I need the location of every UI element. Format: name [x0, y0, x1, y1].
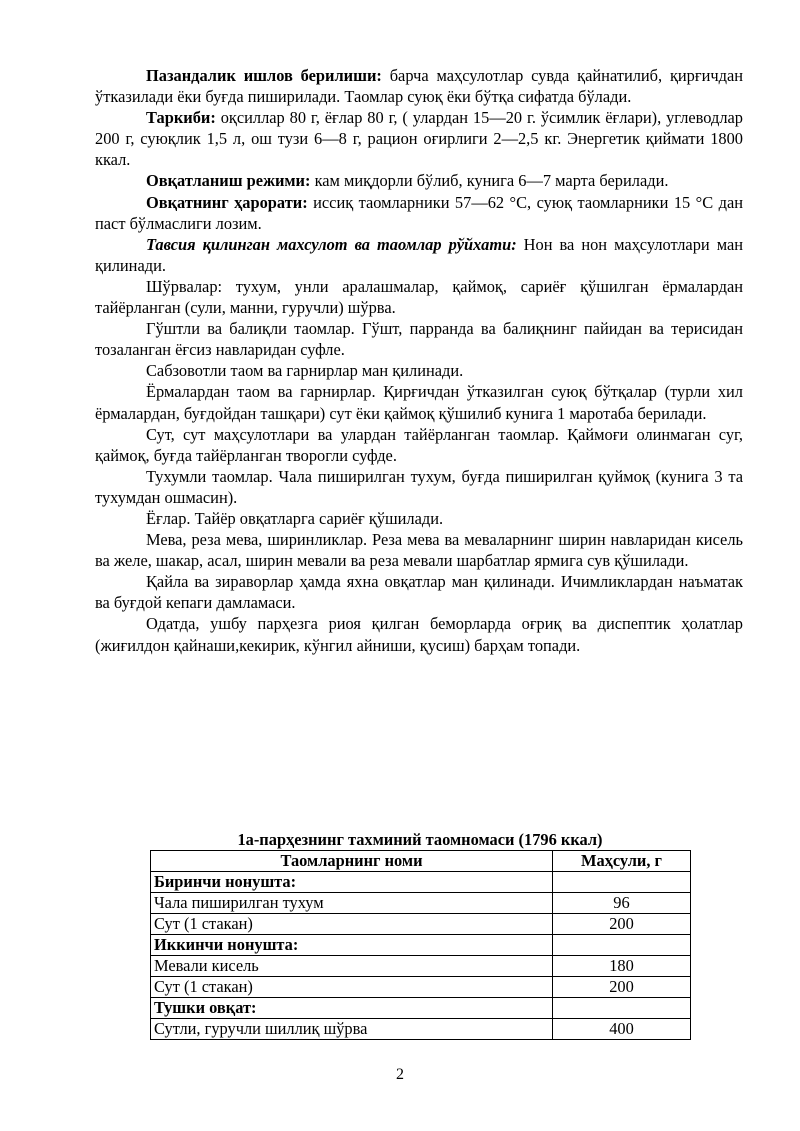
paragraph-text: Сут, сут маҳсулотлари ва улардан тайёрланган таомлар. Қаймоғи олинмаган суг, қаймоқ, буғда тайёрланган творогли суфде. [95, 424, 743, 465]
table-group-row [151, 872, 691, 893]
dish-name-cell: Сутли, гуручли шиллиқ шўрва [151, 1019, 553, 1040]
paragraph [95, 529, 743, 571]
amount-cell: 180 [553, 956, 691, 977]
paragraph [95, 424, 743, 466]
paragraph-text: Тухумли таомлар. Чала пиширилган тухум, буғда пиширилган қуймоқ (кунига 3 та тухумдан ошмасин). [95, 466, 743, 507]
paragraph [95, 318, 743, 360]
paragraph [95, 381, 743, 423]
paragraph-text: Сабзовотли таом ва гарнирлар ман қилинади. [146, 361, 464, 381]
paragraph-lead: Пазандалик ишлов берилиши: [146, 66, 382, 85]
paragraph-text: барча маҳсулотлар сувда қайнатилиб, қирғичдан ўтказилади ёки буғда пиширилади. Таомлар суюқ ёки бўтқа сифатда бўлади. [95, 66, 743, 107]
menu-table [150, 850, 691, 1040]
amount-cell: 200 [553, 977, 691, 998]
table-row [151, 977, 691, 998]
paragraph-lead: Таркиби: [146, 108, 216, 128]
paragraph-text: Гўштли ва балиқли таомлар. Гўшт, парранда ва балиқнинг пайидан ва терисидан тозаланган ёғсиз навларидан суфле. [95, 319, 743, 360]
paragraph [95, 508, 743, 529]
page-number: 2 [396, 1066, 404, 1083]
paragraph-text: Ёғлар. Тайёр овқатларга сариёғ қўшилади. [146, 508, 444, 528]
amount-cell [553, 935, 691, 956]
dish-name-cell: Иккинчи нонушта: [151, 935, 553, 956]
paragraph-text: Шўрвалар: тухум, унли аралашмалар, қаймоқ, сариёғ қўшилган ёрмалардан тайёрланган (сули, манни, гуручли) шўрва. [95, 276, 743, 318]
dish-name-cell: Биринчи нонушта: [151, 872, 553, 893]
paragraph [95, 170, 743, 191]
paragraph-text: Одатда, ушбу парҳезга риоя қилган беморларда оғриқ ва диспептик ҳолатлар (жиғилдон қайнаши,кекирик, кўнгил айниши, қусиш) барҳам топади. [95, 614, 743, 655]
amount-cell: 200 [553, 914, 691, 935]
table-row [151, 1019, 691, 1040]
table-row [151, 893, 691, 914]
paragraph [95, 192, 743, 234]
body-text [95, 65, 743, 656]
dish-name-cell: Мевали кисель [151, 956, 553, 977]
paragraph-text: Ёрмалардан таом ва гарнирлар. Қирғичдан ўтказилган суюқ бўтқалар (турли хил ёрмалардан, буғдойдан ташқари) сут ёки қаймоқ қўшилиб кунига 1 маротаба берилади. [95, 382, 743, 423]
amount-cell: 400 [553, 1019, 691, 1040]
table-group-row [151, 998, 691, 1019]
header-amount: Маҳсули, г [553, 851, 691, 872]
dish-name-cell: Тушки овқат: [151, 998, 553, 1019]
paragraph-text: оқсиллар 80 г, ёғлар 80 г, ( улардан 15—20 г. ўсимлик ёғлари), углеводлар 200 г, суюқлик 1,5 л, ош тузи 6—8 г, рацион оғирлиги 2—2,5 кг. Энергетик қиймати 1800 ккал. [95, 108, 743, 170]
paragraph [95, 234, 743, 276]
table-row [151, 914, 691, 935]
paragraph [95, 107, 743, 170]
dish-name-cell: Сут (1 стакан) [151, 977, 553, 998]
amount-cell [553, 998, 691, 1019]
paragraph-text: Нон ва нон маҳсулотлари ман қилинади. [95, 234, 743, 275]
paragraph [95, 571, 743, 613]
dish-name-cell: Сут (1 стакан) [151, 914, 553, 935]
paragraph [95, 466, 743, 508]
table-group-row [151, 935, 691, 956]
dish-name-cell: Чала пиширилган тухум [151, 893, 553, 914]
paragraph [95, 360, 743, 381]
table-header-row [151, 851, 691, 872]
table-row [151, 956, 691, 977]
amount-cell [553, 872, 691, 893]
paragraph-text: кам миқдорли бўлиб, кунига 6—7 марта берилади. [310, 171, 669, 191]
paragraph-text: Мева, реза мева, ширинликлар. Реза мева ва меваларнинг ширин навларидан кисель ва желе, шакар, асал, ширин мевали ва реза мевали шарбатлар ярмига сув қўшилади. [95, 530, 743, 571]
amount-cell: 96 [553, 893, 691, 914]
header-dish-name: Таомларнинг номи [151, 851, 553, 872]
paragraph [95, 276, 743, 318]
paragraph [95, 65, 743, 107]
paragraph-text: иссиқ таомларники 57—62 °С, суюқ таомларники 15 °С дан паст бўлмаслиги лозим. [95, 192, 744, 233]
menu-table-section [150, 829, 690, 1040]
table-caption: 1а-парҳезнинг тахминий таомномаси (1796 ккал) [237, 830, 603, 849]
paragraph-text: Қайла ва зираворлар ҳамда яхна овқатлар ман қилинади. Ичимликлардан наъматак ва буғдой кепаги дамламаси. [95, 572, 743, 613]
paragraph-lead: Овқатланиш режими: [146, 171, 311, 191]
paragraph [95, 613, 743, 655]
paragraph-lead: Тавсия қилинган махсулот ва таомлар рўйхати: [146, 234, 517, 254]
paragraph-lead: Овқатнинг ҳарорати: [146, 192, 308, 212]
